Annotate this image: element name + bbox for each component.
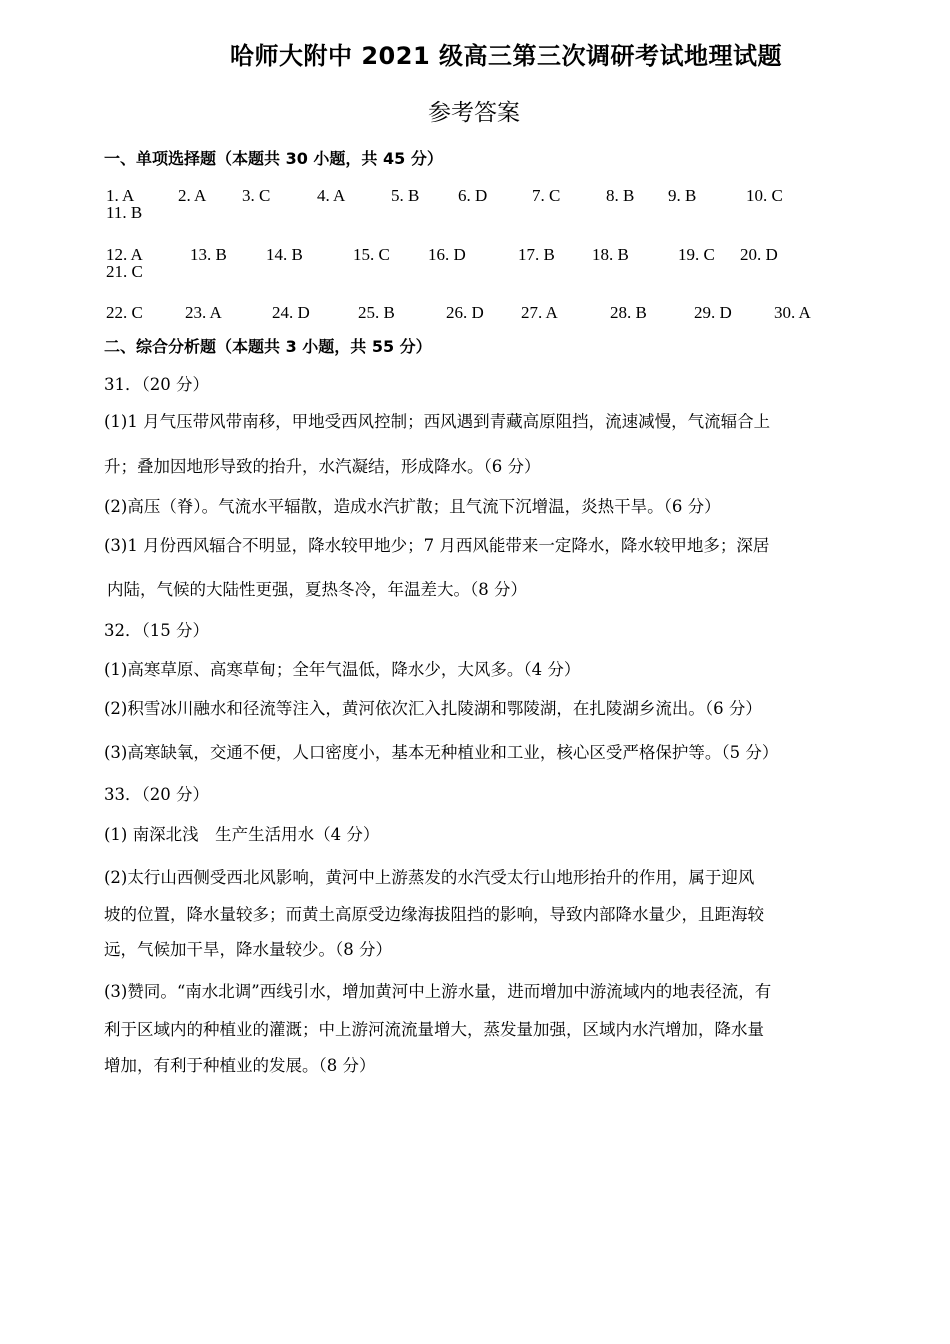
question-33-line: 利于区域内的种植业的灌溉；中上游河流流量增大，蒸发量加强，区域内水汽增加，降水量 — [104, 1020, 764, 1039]
section-heading-analysis: 二、综合分析题（本题共 3 小题，共 55 分） — [104, 337, 432, 356]
question-31-line: (1)1 月气压带风带南移，甲地受西风控制；西风遇到青藏高原阻挡，流速减慢，气流辐合上 — [104, 412, 771, 431]
answer-item: 11. B — [106, 203, 143, 222]
question-32-line: (1)高寒草原、高寒草甸；全年气温低，降水少，大风多。（4 分） — [104, 660, 581, 679]
answer-item: 1. A — [106, 186, 135, 205]
answer-item: 3. C — [242, 186, 271, 205]
answer-item: 23. A — [185, 303, 222, 322]
answer-item: 4. A — [317, 186, 346, 205]
answer-item: 8. B — [606, 186, 635, 205]
question-33-heading: 33．（20 分） — [104, 785, 209, 804]
answer-item: 7. C — [532, 186, 561, 205]
answer-item: 14. B — [266, 245, 303, 264]
section-heading-choice: 一、单项选择题（本题共 30 小题，共 45 分） — [104, 149, 443, 168]
question-33-line: (1) 南深北浅 生产生活用水（4 分） — [104, 825, 380, 844]
answer-item: 9. B — [668, 186, 697, 205]
question-33-line: 坡的位置，降水量较多；而黄土高原受边缘海拔阻挡的影响，导致内部降水量少，且距海较 — [104, 905, 764, 924]
question-33-line: (2)太行山西侧受西北风影响，黄河中上游蒸发的水汽受太行山地形抬升的作用，属于迎风 — [104, 868, 755, 887]
answer-item: 17. B — [518, 245, 555, 264]
answer-item: 19. C — [678, 245, 715, 264]
answer-item: 5. B — [391, 186, 420, 205]
question-33-line: 远，气候加干旱，降水量较少。（8 分） — [104, 940, 392, 959]
answer-item: 20. D — [740, 245, 778, 264]
question-33-line: 增加，有利于种植业的发展。（8 分） — [104, 1056, 376, 1075]
answer-item: 26. D — [446, 303, 484, 322]
answer-item: 16. D — [428, 245, 466, 264]
answer-item: 2. A — [178, 186, 207, 205]
answer-item: 15. C — [353, 245, 390, 264]
document-subtitle: 参考答案 — [428, 100, 520, 126]
answer-item: 12. A — [106, 245, 143, 264]
question-32-line: (2)积雪冰川融水和径流等注入，黄河依次汇入扎陵湖和鄂陵湖，在扎陵湖乡流出。（6 分） — [104, 699, 762, 718]
answer-item: 27. A — [521, 303, 558, 322]
question-32-heading: 32．（15 分） — [104, 621, 209, 640]
question-33-line: (3)赞同。“南水北调”西线引水，增加黄河中上游水量，进而增加中游流域内的地表径流，有 — [104, 982, 772, 1001]
question-31-line: (2)高压（脊）。气流水平辐散，造成水汽扩散；且气流下沉增温，炎热干旱。（6 分） — [104, 497, 721, 516]
question-31-line: 升；叠加因地形导致的抬升，水汽凝结，形成降水。（6 分） — [104, 457, 541, 476]
answer-item: 6. D — [458, 186, 488, 205]
question-31-line: 内陆，气候的大陆性更强，夏热冬冷，年温差大。（8 分） — [107, 580, 527, 599]
document-title: 哈师大附中 2021 级高三第三次调研考试地理试题 — [230, 42, 783, 70]
question-31-line: (3)1 月份西风辐合不明显，降水较甲地少；7 月西风能带来一定降水，降水较甲地多；深居 — [104, 536, 770, 555]
answer-item: 21. C — [106, 262, 143, 281]
question-31-heading: 31．（20 分） — [104, 375, 209, 394]
answer-item: 28. B — [610, 303, 647, 322]
answer-item: 29. D — [694, 303, 732, 322]
answer-item: 13. B — [190, 245, 227, 264]
answer-item: 25. B — [358, 303, 395, 322]
question-32-line: (3)高寒缺氧，交通不便，人口密度小，基本无种植业和工业，核心区受严格保护等。（5 分） — [104, 743, 779, 762]
answer-item: 30. A — [774, 303, 811, 322]
answer-item: 18. B — [592, 245, 629, 264]
answer-item: 24. D — [272, 303, 310, 322]
answer-item: 22. C — [106, 303, 143, 322]
answer-item: 10. C — [746, 186, 783, 205]
